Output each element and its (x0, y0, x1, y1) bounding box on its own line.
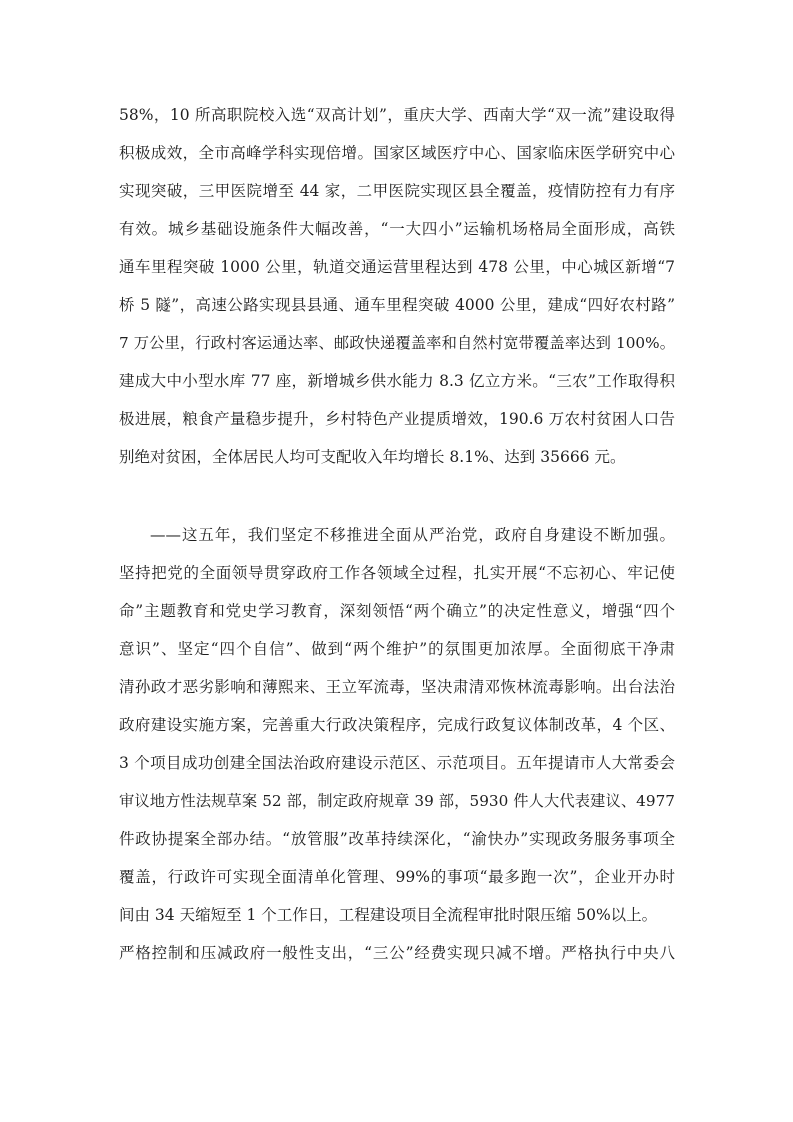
text-line: 7 万公里，行政村客运通达率、邮政快递覆盖率和自然村宽带覆盖率达到 100%。 (119, 334, 675, 352)
text-line: 有效。城乡基础设施条件大幅改善，“一大四小”运输机场格局全面形成，高铁 (119, 220, 675, 238)
text-line: 极进展，粮食产量稳步提升，乡村特色产业提质增效，190.6 万农村贫困人口告 (119, 410, 675, 428)
text-line: ——这五年，我们坚定不移推进全面从严治党，政府自身建设不断加强。 (150, 526, 675, 544)
text-line: 严格控制和压减政府一般性支出，“三公”经费实现只减不增。严格执行中央八 (119, 944, 675, 962)
text-line: 3 个项目成功创建全国法治政府建设示范区、示范项目。五年提请市人大常委会 (119, 754, 675, 772)
text-line: 覆盖，行政许可实现全面清单化管理、99%的事项“最多跑一次”，企业开办时 (119, 868, 675, 886)
text-line: 清孙政才恶劣影响和薄熙来、王立军流毒，坚决肃清邓恢林流毒影响。出台法治 (119, 678, 675, 696)
text-line: 别绝对贫困，全体居民人均可支配收入年均增长 8.1%、达到 35666 元。 (119, 448, 626, 466)
text-line: 58%，10 所高职院校入选“双高计划”，重庆大学、西南大学“双一流”建设取得 (119, 106, 675, 124)
text-line: 件政协提案全部办结。“放管服”改革持续深化，“渝快办”实现政务服务事项全 (119, 830, 675, 848)
text-line: 实现突破，三甲医院增至 44 家，二甲医院实现区县全覆盖，疫情防控有力有序 (119, 182, 675, 200)
text-line: 间由 34 天缩短至 1 个工作日，工程建设项目全流程审批时限压缩 50%以上。 (119, 906, 658, 924)
text-line: 命”主题教育和党史学习教育，深刻领悟“两个确立”的决定性意义，增强“四个 (119, 602, 675, 620)
text-line: 桥 5 隧”，高速公路实现县县通、通车里程突破 4000 公里，建成“四好农村路” (119, 296, 675, 314)
text-line: 积极成效，全市高峰学科实现倍增。国家区域医疗中心、国家临床医学研究中心 (119, 144, 675, 162)
text-line: 意识”、坚定“四个自信”、做到“两个维护”的氛围更加浓厚。全面彻底干净肃 (119, 640, 675, 658)
text-line: 通车里程突破 1000 公里，轨道交通运营里程达到 478 公里，中心城区新增“7 (119, 258, 675, 276)
text-line: 政府建设实施方案，完善重大行政决策程序，完成行政复议体制改革，4 个区、 (119, 716, 675, 734)
text-line: 坚持把党的全面领导贯穿政府工作各领域全过程，扎实开展“不忘初心、牢记使 (119, 564, 675, 582)
text-line: 建成大中小型水库 77 座，新增城乡供水能力 8.3 亿立方米。“三农”工作取得积 (119, 372, 675, 390)
text-line: 审议地方性法规草案 52 部，制定政府规章 39 部，5930 件人大代表建议、4977 (119, 792, 675, 810)
